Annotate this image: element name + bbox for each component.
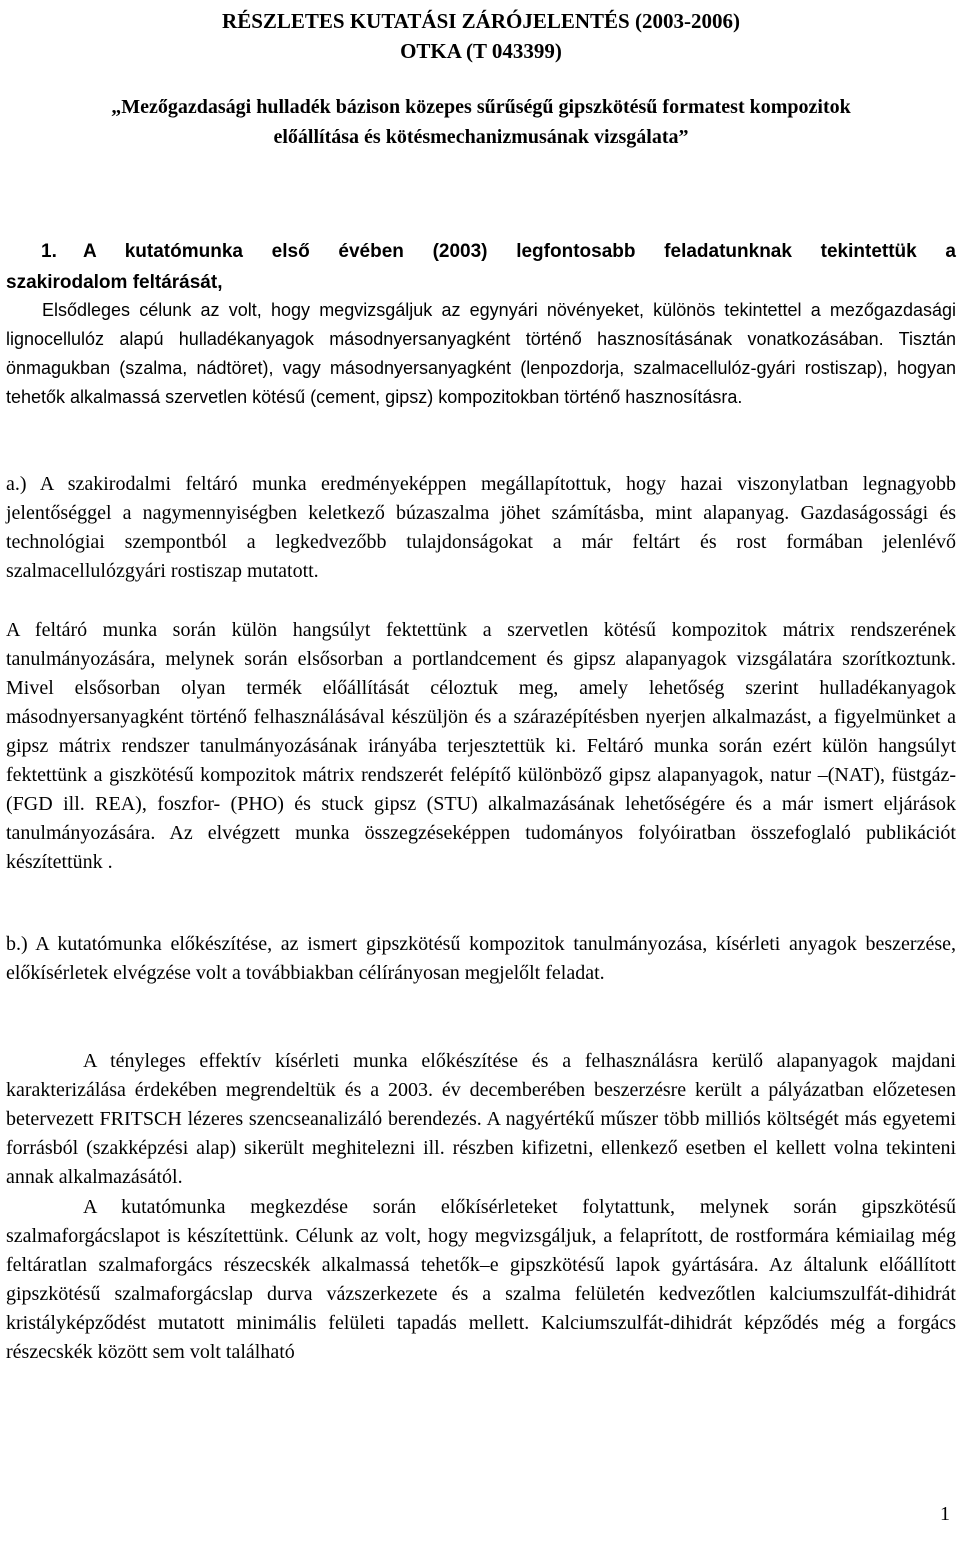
- paragraph-a-literature: a.) A szakirodalmi feltáró munka eredményeképpen megállapítottuk, hogy hazai viszonylatban legnagyobb jelentőséggel a nagymennyiségben keletkező búzaszalma jöhet számításba, mint alapanyag. Gazdaságossági és technológiai szempontból a legkedvezőbb tulajdonságokat a már feltárt és rost formában jelenlévő szalmacellulózgyári rostiszap mutatott.: [6, 473, 956, 582]
- document-page: [6, 0, 956, 1545]
- project-title-line2: előállítása és kötésmechanizmusának vizsgálata”: [273, 126, 689, 148]
- page-number: 1: [940, 1503, 950, 1525]
- paragraph-a-matrix: A feltáró munka során külön hangsúlyt fektettünk a szervetlen kötésű kompozitok mátrix rendszerének tanulmányozására, melynek során elsősorban a portlandcement és gipsz alapanyagok vizsgálatára szorítkoztunk. Mivel elsősorban olyan termék előállítását céloztuk meg, amely lehetőség szerint hulladékanyagok másodnyersanyagként történő felhasználásával készüljön és a szárazépítésben nyerjen alkalmazást, a figyelmünket a gipsz mátrix rendszer tanulmányozásának irányába terjesztettük ki. Feltáró munka során ezért külön hangsúlyt fektettünk a giszkötésű kompozitok mátrix rendszerét felépítő különböző gipsz alapanyagok, natur –(NAT), füstgáz- (FGD ill. REA), foszfor- (PHO) és stuck gipsz (STU) alkalmazásának lehetőségére és a már ismert eljárások tanulmányozására. Az elvégzett munka összegzéseképpen tudományos folyóiratban összefoglaló publikációt készítettünk .: [6, 619, 956, 873]
- paragraph-b-instrument: A tényleges effektív kísérleti munka előkészítése és a felhasználásra kerülő alapanyagok majdani karakterizálása érdekében megrendeltük és a 2003. év decemberében beszerzésre került a pályázatban előzetesen betervezett FRITSCH lézeres szencseanalizáló berendezés. A nagyértékű műszer több milliós költségét más egyetemi forrásból (szakképzési alap) sikerült meghitelezni ill. részben kifizetni, ellenkező esetben el kellett volna tekinteni annak alkalmazásától.: [6, 1050, 956, 1188]
- paragraph-intro: Elsődleges célunk az volt, hogy megvizsgáljuk az egynyári növényeket, különös tekintettel a mezőgazdasági lignocellulóz alapú hulladékanyagok másodnyersanyagként történő hasznosításának vonatkozásában. Tisztán önmagukban (szalma, nádtöret), vagy másodnyersanyagként (lenpozdorja, szalmacellulóz-gyári rostiszap), hogyan tehetők alkalmassá szervetlen kötésű (cement, gipsz) kompozitokban történő hasznosításra.: [6, 300, 956, 407]
- paragraph-b-experiments: A kutatómunka megkezdése során előkísérleteket folytattunk, melynek során gipszkötésű szalmaforgácslapot is készítettünk. Célunk az volt, hogy megvizsgáljuk, a felaprított, de rostformára kémiailag még feltáratlan szalmaforgács részecskék alkalmassá tehetők–e gipszkötésű lapok gyártására. Az általunk előállított gipszkötésű szalmaforgácslap durva vázszerkezete és a szalma felületén kedvezőtlen kalciumszulfát-dihidrát kristályképződést mutatott minimális felületi tapadás mellett. Kalciumszulfát-dihidrát képződés még a forgács részecskék között sem volt található: [6, 1196, 956, 1363]
- report-grant-id: OTKA (T 043399): [400, 39, 562, 63]
- section-1-heading-text: A kutatómunka első évében (2003) legfontosabb feladatunknak tekintettük a: [83, 241, 956, 262]
- paragraph-b-preparation: b.) A kutatómunka előkészítése, az ismert gipszkötésű kompozitok tanulmányozása, kísérleti anyagok beszerzése, előkísérletek elvégzése volt a továbbiakban célírányosan megjelőlt feladat.: [6, 933, 956, 984]
- section-1-heading: [6, 236, 956, 298]
- section-1-heading-line1: [6, 236, 956, 267]
- section-number: 1.: [41, 241, 57, 262]
- project-title: [6, 92, 956, 152]
- report-title: RÉSZLETES KUTATÁSI ZÁRÓJELENTÉS (2003-2006): [222, 9, 740, 33]
- section-1-heading-line2: szakirodalom feltárását,: [6, 272, 223, 293]
- project-title-line1: „Mezőgazdasági hulladék bázison közepes sűrűségű gipszkötésű formatest kompozitok: [111, 96, 851, 118]
